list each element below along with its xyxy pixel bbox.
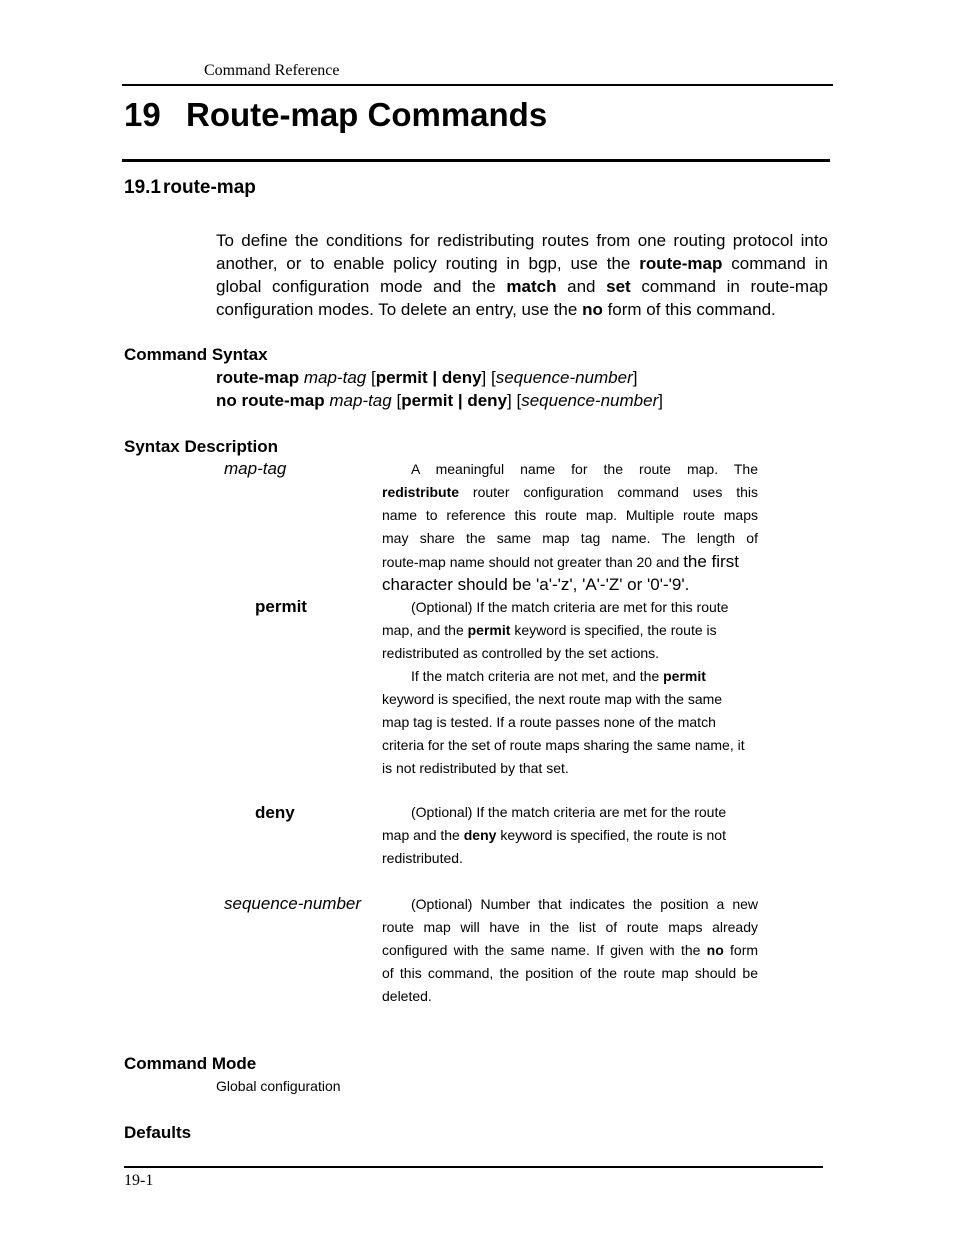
desc-sequence-number [382,893,758,1008]
chapter-title [124,96,547,134]
header-rule [122,84,833,86]
keyword-match: match [506,277,557,296]
desc-line [382,550,758,573]
desc-text: may share the same map tag name. The length of [382,530,758,546]
footer-rule [124,1166,823,1168]
keyword-permit: permit [663,668,706,684]
keyword-redistribute: redistribute [382,484,460,500]
desc-line [382,824,758,847]
desc-text: character should be 'a'-'z', 'A'-'Z' or '0'-'9'. [382,575,690,594]
desc-text: map, and the [382,622,464,638]
syntax-bracket: ] [658,391,663,410]
desc-deny [382,801,758,870]
command-mode-heading: Command Mode [124,1054,257,1073]
keyword-set: set [606,277,631,296]
desc-line [382,527,758,550]
syntax-bracket: ] [ [507,391,522,410]
section-title-text: route-map [162,177,256,198]
desc-line [382,962,758,985]
intro-text: and [567,277,596,296]
desc-text: of this command, the position of the route map should be [382,965,758,981]
syntax-command: no route-map [216,391,325,410]
desc-text: configured with the same name. If given with the [382,942,701,958]
syntax-argument: sequence-number [521,391,659,410]
syntax-bracket: ] [ [481,368,496,387]
desc-line [382,573,758,596]
intro-text: command in route-map [641,277,828,296]
desc-text: map and the [382,827,460,843]
term-sequence-number: sequence-number [224,894,362,913]
chapter-rule [122,159,830,162]
syntax-argument: sequence-number [495,368,633,387]
desc-text: (Optional) Number that indicates the position a new [411,896,758,912]
running-header: Command Reference [204,62,340,79]
desc-text: deleted. [382,988,432,1004]
chapter-title-text: Route-map Commands [186,96,548,133]
syntax-argument: map-tag [303,368,367,387]
desc-line [382,665,758,688]
intro-line [216,229,828,252]
intro-text: global configuration mode and the [216,277,496,296]
intro-text: form of this command. [607,300,776,319]
intro-text: configuration modes. To delete an entry, use the [216,300,578,319]
desc-text: (Optional) If the match criteria are met for this route [411,599,729,615]
desc-map-tag [382,458,758,596]
desc-text: router configuration command uses this [472,484,759,500]
desc-line [382,711,758,734]
syntax-line-1 [216,368,637,388]
desc-line [382,481,758,504]
intro-line [216,252,828,275]
syntax-bracket: [ [370,368,376,387]
desc-text: keyword is specified, the route is not [500,827,726,843]
desc-line [382,916,758,939]
syntax-command: route-map [216,368,300,387]
desc-text: is not redistributed by that set. [382,760,569,776]
keyword-no: no [706,942,724,958]
desc-line [382,596,758,619]
desc-text: redistributed. [382,850,463,866]
desc-line [382,734,758,757]
command-syntax-heading: Command Syntax [124,345,268,364]
desc-line [382,619,758,642]
term-permit: permit [255,597,307,616]
intro-line [216,298,828,321]
syntax-bracket: [ [396,391,402,410]
keyword-permit: permit [467,622,511,638]
intro-text: To define the conditions for redistributing routes from one routing protocol into [216,231,828,250]
desc-text: If the match criteria are not met, and the [411,668,660,684]
page-number: 19-1 [124,1172,154,1189]
section-number: 19.1 [124,177,161,198]
keyword-deny: deny [463,827,497,843]
desc-line [382,939,758,962]
desc-text: route-map name should not greater than 20 and [382,554,680,570]
intro-text: command in [731,254,828,273]
syntax-description-heading: Syntax Description [124,437,278,456]
syntax-bracket: ] [632,368,638,387]
command-mode-text: Global configuration [216,1078,341,1094]
desc-line [382,642,758,665]
desc-line [382,801,758,824]
chapter-number: 19 [124,96,161,133]
desc-text: redistributed as controlled by the set actions. [382,645,660,661]
desc-line [382,985,758,1008]
term-map-tag: map-tag [224,459,287,478]
desc-text: the first [683,552,739,571]
desc-line [382,893,758,916]
desc-line [382,757,758,780]
keyword-route-map: route-map [639,254,723,273]
section-title [124,177,256,199]
desc-line [382,504,758,527]
intro-text: another, or to enable policy routing in bgp, use the [216,254,631,273]
desc-text: map tag is tested. If a route passes none of the match [382,714,716,730]
keyword-no: no [582,300,603,319]
desc-line [382,847,758,870]
syntax-options: permit | deny [375,368,482,387]
syntax-line-2 [216,391,663,411]
intro-paragraph [216,229,828,321]
term-deny: deny [255,803,295,822]
desc-text: form [730,942,759,958]
intro-line [216,275,828,298]
desc-text: (Optional) If the match criteria are met for the route [411,804,727,820]
syntax-options: permit | deny [401,391,508,410]
syntax-argument: map-tag [329,391,392,410]
desc-permit [382,596,758,780]
defaults-heading: Defaults [124,1123,192,1142]
desc-text: keyword is specified, the next route map with the same [382,691,723,707]
desc-line [382,458,758,481]
desc-text: name to reference this route map. Multiple route maps [382,507,758,523]
desc-text: A meaningful name for the route map. The [411,461,758,477]
desc-text: criteria for the set of route maps sharing the same name, it [382,737,745,753]
desc-line [382,688,758,711]
desc-text: route map will have in the list of route maps already [382,919,758,935]
desc-text: keyword is specified, the route is [514,622,717,638]
